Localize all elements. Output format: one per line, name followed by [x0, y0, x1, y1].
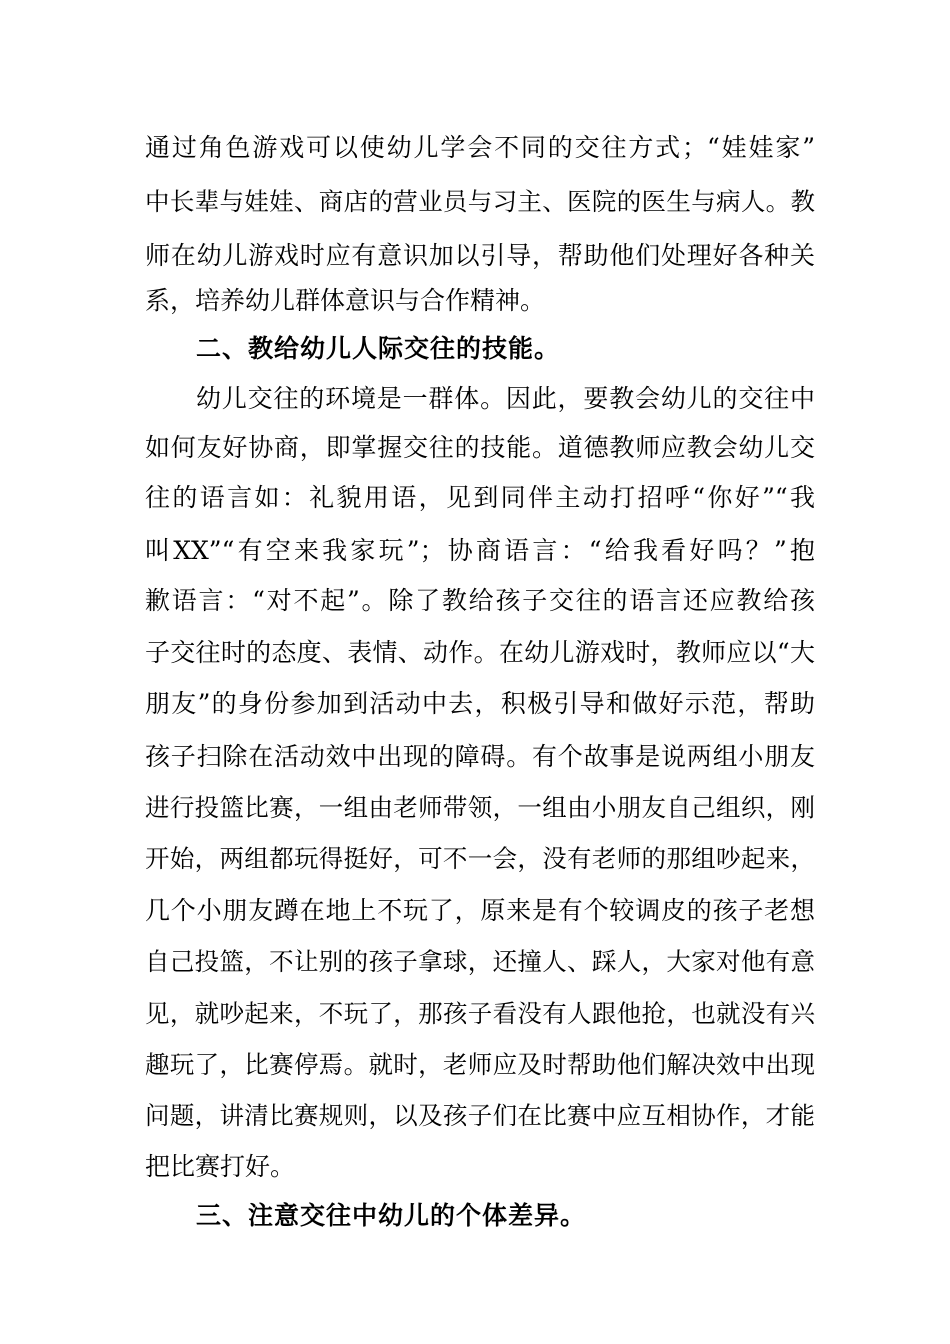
paragraph-line: 师在幼儿游戏时应有意识加以引导，帮助他们处理好各种关: [145, 241, 815, 270]
paragraph-line: 自己投篮，不让别的孩子拿球，还撞人、踩人，大家对他有意: [145, 947, 815, 976]
paragraph-line: 中长辈与娃娃、商店的营业员与习主、医院的医生与病人。教: [145, 187, 815, 216]
paragraph-line: 把比赛打好。: [145, 1152, 296, 1181]
paragraph-line: 通过角色游戏可以使幼儿学会不同的交往方式；“娃娃家”: [145, 133, 815, 162]
paragraph-line: 见，就吵起来，不玩了，那孩子看没有人跟他抢，也就没有兴: [145, 999, 815, 1028]
paragraph-line: 歉语言：“对不起”。除了教给孩子交往的语言还应教给孩: [145, 586, 815, 615]
paragraph-line: 朋友”的身份参加到活动中去，积极引导和做好示范，帮助: [145, 689, 815, 718]
paragraph-line: 幼儿交往的环境是一群体。因此，要教会幼儿的交往中: [196, 384, 815, 413]
paragraph-line: 叫XX”“有空来我家玩”；协商语言：“给我看好吗？”抱: [145, 536, 815, 565]
paragraph-line: 趣玩了，比赛停焉。就时，老师应及时帮助他们解决效中出现: [145, 1050, 815, 1079]
paragraph-line: 往的语言如：礼貌用语，见到同伴主动打招呼“你好”“我: [145, 483, 815, 512]
paragraph-line: 孩子扫除在活动效中出现的障碍。有个故事是说两组小朋友: [145, 742, 815, 771]
paragraph-line: 问题，讲清比赛规则，以及孩子们在比赛中应互相协作，才能: [145, 1101, 815, 1130]
paragraph-line: 系，培养幼儿群体意识与合作精神。: [145, 286, 546, 315]
paragraph-line: 进行投篮比赛，一组由老师带领，一组由小朋友自己组织，刚: [145, 793, 815, 822]
paragraph-line: 几个小朋友蹲在地上不玩了，原来是有个较调皮的孩子老想: [145, 896, 815, 925]
section-heading-3: 三、注意交往中幼儿的个体差异。: [196, 1201, 587, 1230]
section-heading-2: 二、教给幼儿人际交往的技能。: [196, 334, 561, 363]
paragraph-line: 开始，两组都玩得挺好，可不一会，没有老师的那组吵起来，: [145, 844, 815, 873]
paragraph-line: 如何友好协商，即掌握交往的技能。道德教师应教会幼儿交: [145, 433, 815, 462]
paragraph-line: 子交往时的态度、表情、动作。在幼儿游戏时，教师应以“大: [145, 638, 815, 667]
